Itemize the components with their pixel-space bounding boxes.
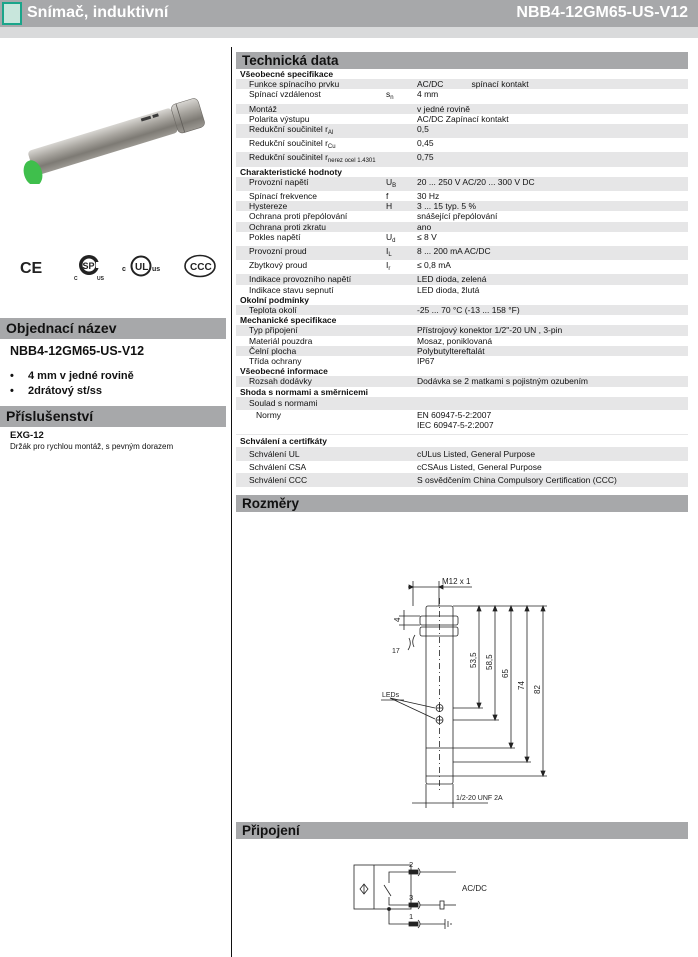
- spec-label: Třída ochrany: [249, 356, 302, 367]
- svg-text:CE: CE: [20, 260, 43, 276]
- spec-value: 0,5: [417, 124, 429, 135]
- certification-marks: [0, 252, 228, 282]
- spec-group-title: Charakteristické hodnoty: [240, 166, 343, 177]
- spec-row: [236, 336, 688, 346]
- symbol-subscript: L: [388, 252, 392, 259]
- spec-value: -25 ... 70 °C (-13 ... 158 °F): [417, 305, 520, 316]
- spec-label: Provozní proud: [249, 246, 307, 257]
- spec-label: Schválení CSA: [236, 460, 386, 473]
- leds-label: LEDs: [382, 691, 400, 699]
- symbol-subscript: n: [390, 95, 394, 102]
- symbol-subscript: d: [392, 237, 396, 244]
- svg-text:c: c: [122, 266, 126, 273]
- spec-row: [236, 177, 688, 191]
- accessory-description: Držák pro rychlou montáž, s pevným dorazem: [10, 442, 174, 451]
- column-divider: [231, 47, 232, 957]
- spec-label: Normy: [256, 409, 282, 420]
- spec-value: v jedné rovině: [417, 103, 470, 114]
- spec-row: [236, 104, 688, 114]
- spec-value: Přístrojový konektor 1/2"-20 UN , 3-pin: [417, 325, 563, 336]
- feature-list: [10, 369, 134, 399]
- spec-group-title: Všeobecné specifikace: [240, 69, 334, 79]
- spec-value: 0,45: [417, 138, 434, 149]
- ul-mark-icon: [122, 254, 166, 280]
- spec-value: cCSAus Listed, General Purpose: [417, 460, 688, 473]
- symbol-subscript: r: [388, 266, 391, 273]
- header-bar: [0, 0, 698, 27]
- header-subbar: [0, 27, 698, 38]
- wiring-diagram: [236, 843, 688, 943]
- spec-group-title: Schválení a certifkáty: [236, 434, 688, 447]
- dimension-arrow: [509, 743, 513, 748]
- dimension-length-label: 65: [501, 668, 510, 678]
- svg-text:C: C: [74, 276, 78, 282]
- label-subscript: Al: [327, 130, 334, 137]
- spec-row: [236, 376, 688, 386]
- svg-text:CCC: CCC: [190, 262, 212, 273]
- dimension-arrow: [477, 606, 481, 611]
- spec-group-header: [236, 295, 688, 305]
- order-heading: Objednací název: [0, 318, 226, 339]
- dimension-arrow: [493, 715, 497, 720]
- spec-row: [236, 211, 688, 221]
- spec-group-header: [236, 69, 688, 79]
- spec-value: Polybutyltereftalát: [417, 345, 485, 356]
- label-subscript: nerez ocel 1.4301: [327, 158, 376, 165]
- spec-label: Ochrana proti přepólování: [249, 211, 348, 222]
- svg-text:US: US: [97, 276, 104, 282]
- spec-row: [236, 201, 688, 211]
- spec-row: [236, 232, 688, 246]
- spec-value: 20 ... 250 V AC/20 ... 300 V DC: [417, 176, 535, 187]
- spec-row: [236, 447, 688, 460]
- pin-2-label: 2: [409, 859, 414, 869]
- spec-value: 0,75: [417, 152, 434, 163]
- dimension-arrow: [541, 771, 545, 776]
- spec-label: Teplota okolí: [249, 305, 297, 316]
- spec-symbol: U: [386, 176, 393, 187]
- svg-text:SP: SP: [82, 261, 95, 271]
- spec-label: Redukční součinitel r: [249, 124, 328, 135]
- spec-symbol: I: [386, 260, 389, 271]
- dimension-arrow: [541, 606, 545, 611]
- spec-row: [236, 325, 688, 335]
- spec-group-title: Okolní podmínky: [240, 294, 309, 305]
- spec-value: ano: [417, 221, 432, 232]
- spec-value: 4 mm: [417, 89, 439, 100]
- spec-symbol: s: [386, 89, 391, 100]
- brand-logo-icon: [2, 2, 22, 25]
- spec-value: AC/DC Zapínací kontakt: [417, 113, 509, 124]
- accessories-heading: Příslušenství: [0, 406, 226, 427]
- spec-value: S osvědčením China Compulsory Certification (CCC): [417, 473, 688, 486]
- spec-row: [236, 356, 688, 366]
- spec-value: snášející přepólování: [417, 211, 498, 222]
- dimension-length-label: 82: [533, 684, 542, 694]
- spec-row: [236, 246, 688, 260]
- spec-label: Redukční součinitel r: [249, 152, 328, 163]
- feature-item: • 4 mm v jedné rovině: [10, 369, 134, 384]
- spec-label: Indikace provozního napětí: [249, 274, 352, 285]
- standard-value: EN 60947-5-2:2007: [417, 409, 492, 420]
- spec-label: Ochrana proti zkratu: [249, 221, 327, 232]
- accessory-name: EXG-12: [10, 430, 44, 441]
- order-code: NBB4-12GM65-US-V12: [10, 344, 145, 358]
- csa-mark-icon: [72, 252, 108, 282]
- dimension-length-label: 58,5: [485, 654, 494, 670]
- spec-row: [236, 460, 688, 473]
- spec-symbol: I: [386, 246, 389, 257]
- spec-label: Zbytkový proud: [249, 260, 308, 271]
- dimensions-heading: Rozměry: [236, 495, 688, 512]
- thread-bottom-label: 1/2-20 UNF 2A: [456, 794, 503, 802]
- spec-value: LED dioda, žlutá: [417, 284, 480, 295]
- svg-text:UL: UL: [135, 262, 149, 273]
- connection-heading: Připojení: [236, 822, 688, 839]
- spec-symbol: f: [386, 191, 389, 202]
- dimensions-section: [236, 495, 688, 818]
- spec-label: Čelní plocha: [249, 345, 297, 356]
- spec-value: AC/DC: [417, 79, 444, 90]
- connection-section: [236, 822, 688, 943]
- thread-top-label: M12 x 1: [442, 576, 471, 586]
- spec-row: [236, 89, 688, 103]
- dimension-arrow: [525, 757, 529, 762]
- spec-row: [236, 473, 688, 486]
- spec-value: ≤ 0,8 mA: [417, 260, 451, 271]
- product-photo: [5, 89, 220, 184]
- spec-row: [236, 114, 688, 124]
- feature-item: • 2drátový st/ss: [10, 384, 134, 399]
- spec-group-header: [236, 387, 688, 397]
- spec-label: Spínací frekvence: [249, 191, 318, 202]
- label-subscript: Cu: [327, 144, 336, 151]
- spec-symbol: U: [386, 231, 393, 242]
- tech-data-heading: Technická data: [236, 52, 688, 69]
- spec-group-title: Mechanické specifikace: [240, 315, 337, 326]
- spec-value: LED dioda, zelená: [417, 274, 487, 285]
- ce-mark-icon: [20, 258, 44, 276]
- spec-value: 3 ... 15 typ. 5 %: [417, 201, 477, 212]
- spec-value: IP67: [417, 356, 435, 367]
- spec-label: Montáž: [249, 103, 277, 114]
- spec-row: [236, 138, 688, 152]
- spec-row: [236, 191, 688, 201]
- spec-row: [236, 305, 688, 315]
- dimension-arrow: [477, 703, 481, 708]
- spec-row: [236, 79, 688, 89]
- spec-row: [236, 409, 688, 430]
- dimension-arrow: [509, 606, 513, 611]
- spec-subgroup-title: Soulad s normami: [236, 397, 688, 410]
- standard-value: IEC 60947-5-2:2007: [417, 420, 494, 431]
- spec-row: [236, 274, 688, 284]
- spec-group-header: [236, 434, 688, 447]
- nut-height-label: 4: [393, 617, 402, 622]
- spec-value: Dodávka se 2 matkami s pojistným ozubením: [417, 376, 589, 387]
- spec-group-title: Všeobecné informace: [240, 366, 328, 377]
- spec-label: Schválení CCC: [236, 473, 386, 486]
- pin-3-label: 3: [409, 892, 414, 902]
- dimension-drawing: [236, 518, 688, 818]
- spec-row: [236, 152, 688, 166]
- dimension-arrow: [493, 606, 497, 611]
- right-column: [236, 52, 688, 943]
- spec-label: Indikace stavu sepnutí: [249, 284, 334, 295]
- spec-value: cULus Listed, General Purpose: [417, 447, 688, 460]
- spec-row: [236, 260, 688, 274]
- dimension-length-label: 53,5: [469, 652, 478, 668]
- spec-label: Pokles napětí: [249, 231, 301, 242]
- page-title: Snímač, induktivní: [27, 4, 169, 21]
- spec-label: Rozsah dodávky: [249, 376, 312, 387]
- spec-row: [236, 222, 688, 232]
- spec-value-secondary: spínací kontakt: [471, 79, 529, 90]
- dimension-length-label: 74: [517, 680, 526, 690]
- spec-label: Schválení UL: [236, 447, 386, 460]
- spec-value: Mosaz, poniklovaná: [417, 335, 493, 346]
- spec-label: Funkce spínacího prvku: [249, 79, 340, 90]
- spec-group-header: [236, 315, 688, 325]
- spec-table: [236, 69, 688, 487]
- spec-row: [236, 397, 688, 410]
- symbol-subscript: B: [392, 182, 397, 189]
- spec-label: Redukční součinitel r: [249, 138, 328, 149]
- spec-row: [236, 346, 688, 356]
- spec-label: Spínací vzdálenost: [249, 89, 321, 100]
- svg-text:us: us: [152, 266, 161, 273]
- spec-value: 8 ... 200 mA AC/DC: [417, 246, 491, 257]
- spec-label: Typ připojení: [249, 325, 298, 336]
- spec-symbol: H: [386, 201, 393, 212]
- spec-label: Hystereze: [249, 201, 288, 212]
- spec-row: [236, 285, 688, 295]
- product-code-header: NBB4-12GM65-US-V12: [516, 4, 688, 21]
- spec-label: Materiál pouzdra: [249, 335, 313, 346]
- ccc-mark-icon: [183, 254, 219, 280]
- wrench-size-label: 17: [392, 647, 400, 655]
- dimension-arrow: [525, 606, 529, 611]
- spec-value: ≤ 8 V: [417, 231, 437, 242]
- supply-label: AC/DC: [462, 883, 487, 893]
- spec-group-header: [236, 167, 688, 177]
- pin-1-label: 1: [409, 911, 414, 921]
- spec-label: Provozní napětí: [249, 176, 309, 187]
- spec-group-title: Shoda s normami a směrnicemi: [240, 386, 369, 397]
- spec-group-header: [236, 366, 688, 376]
- spec-value: 30 Hz: [417, 191, 440, 202]
- spec-label: Polarita výstupu: [249, 113, 310, 124]
- spec-row: [236, 124, 688, 138]
